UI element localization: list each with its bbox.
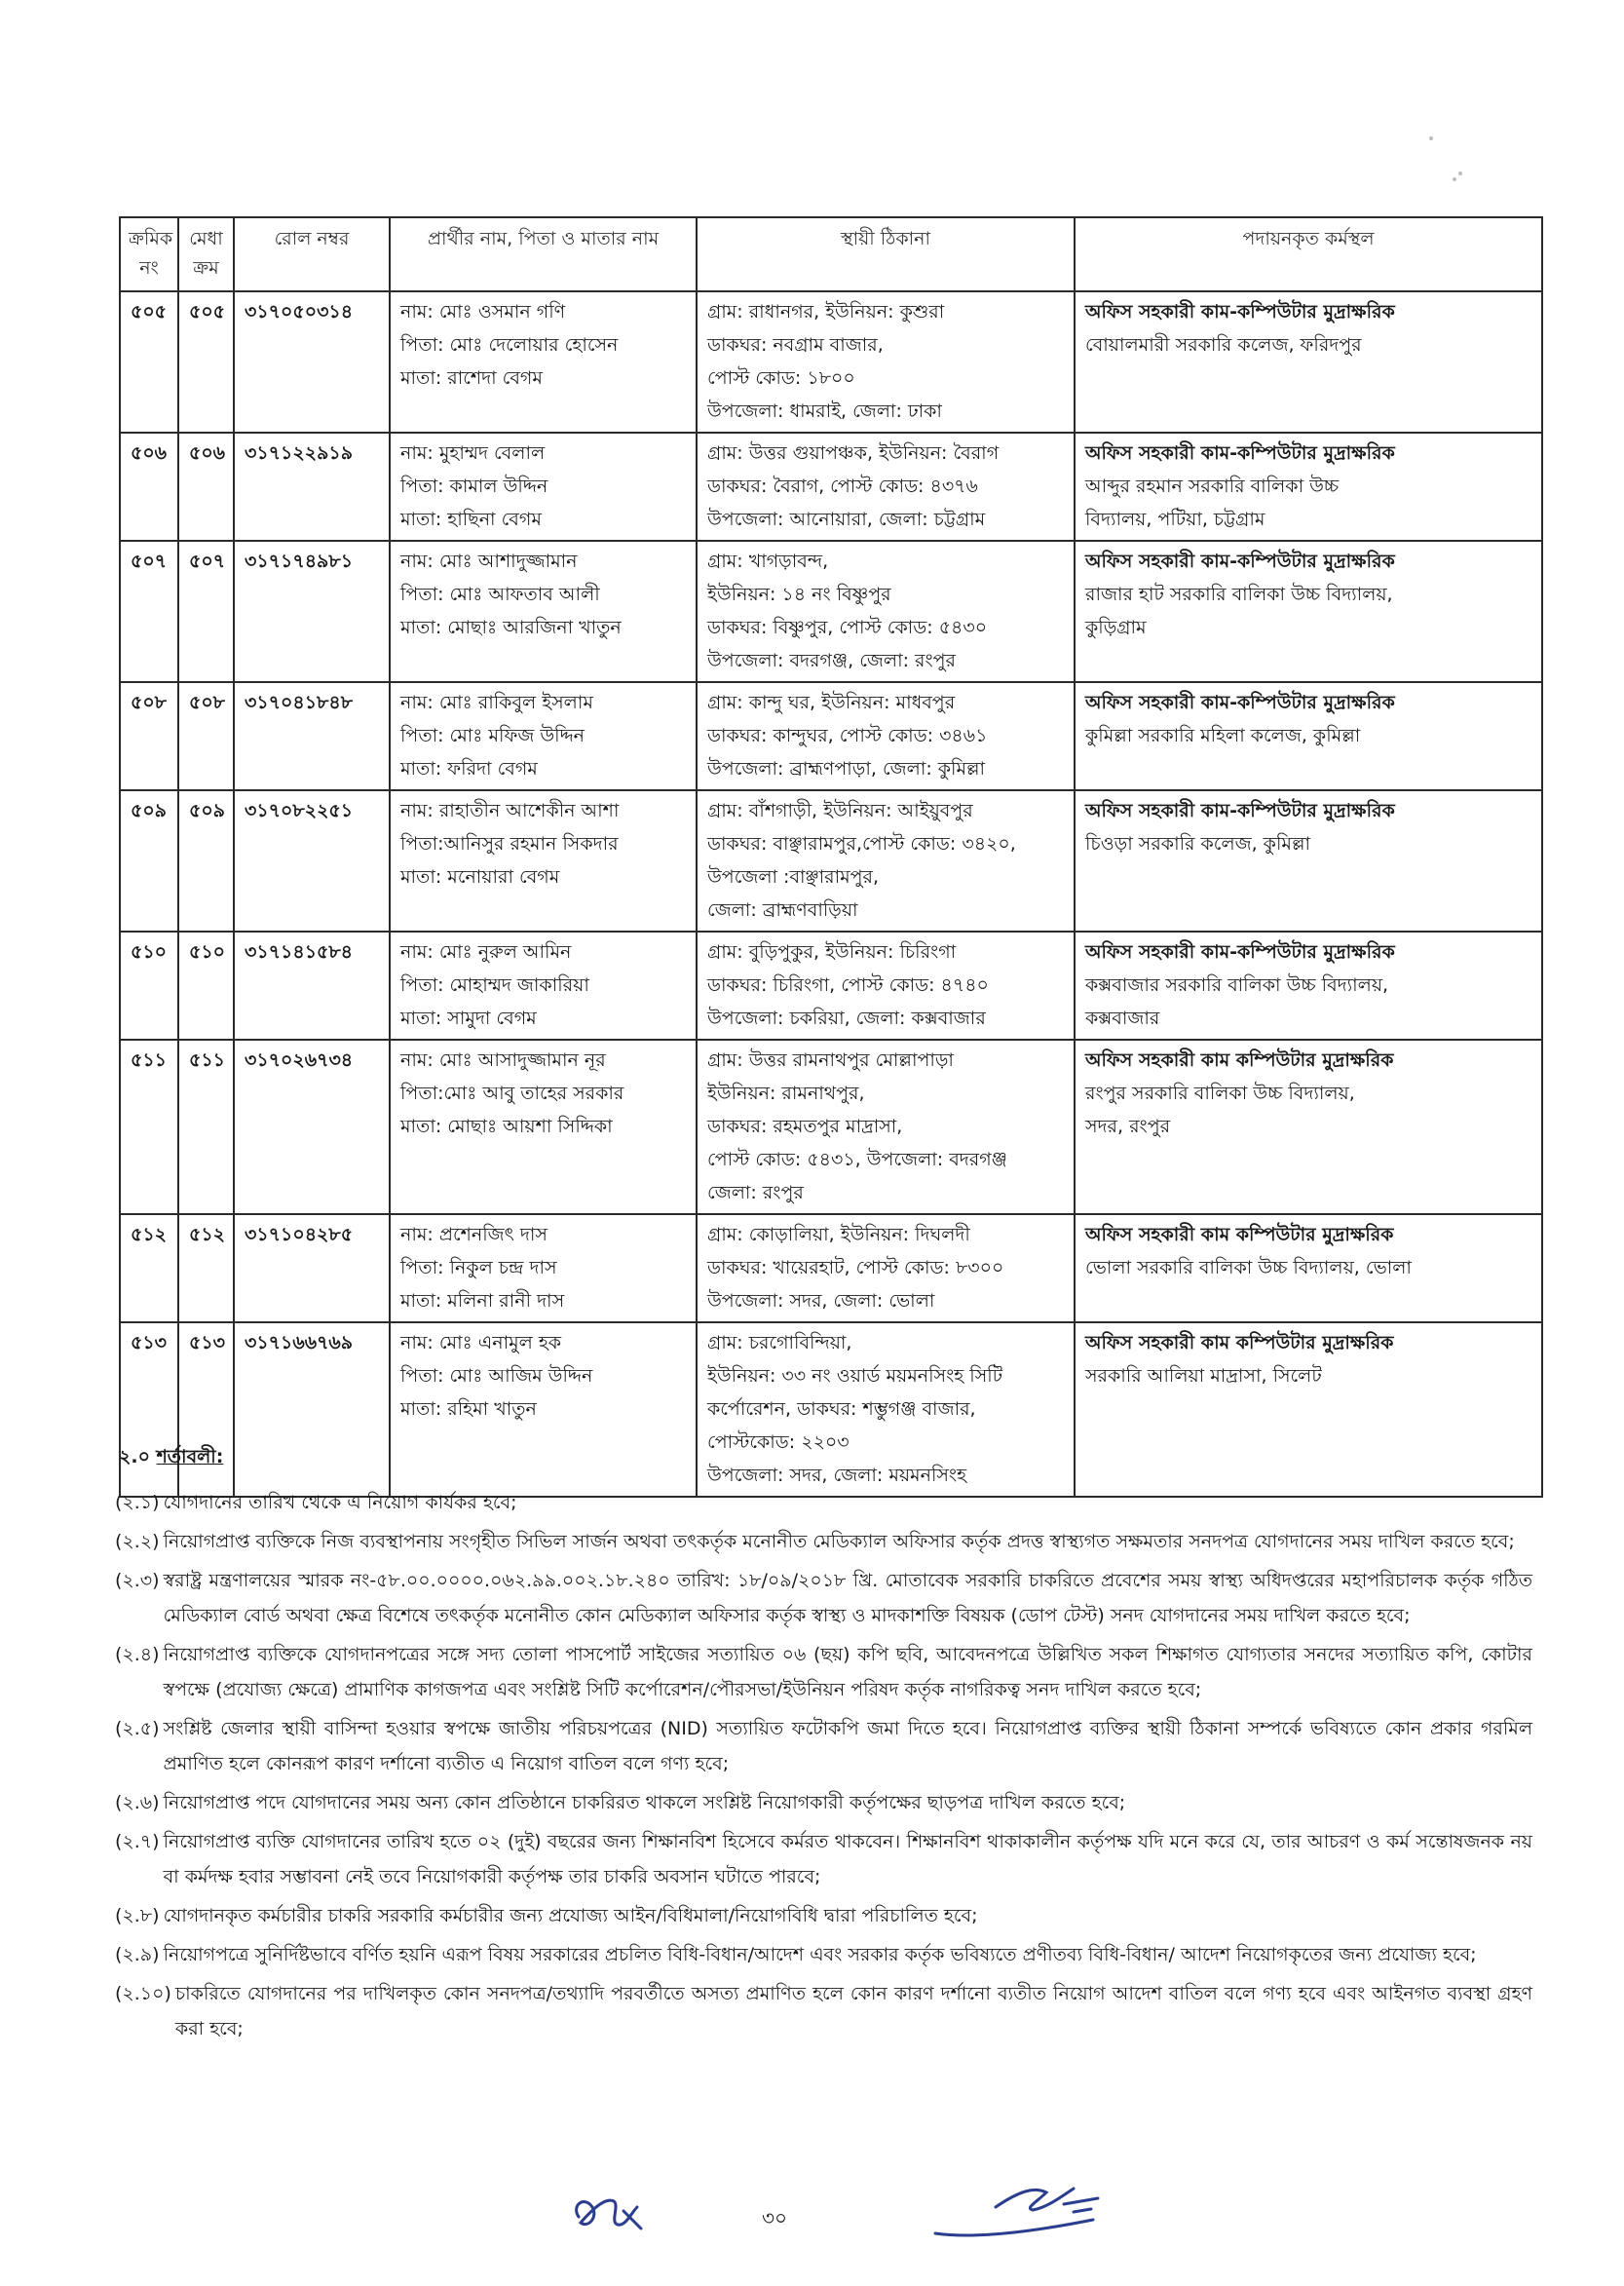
address-line: ডাকঘর: নবগ্রাম বাজার, [707,334,884,356]
roll-cell: ৩১৭১৬৬৭৬৯ [234,1322,390,1497]
table-row [120,433,1542,541]
header-roll: রোল নম্বর [234,217,390,291]
roll-cell: ৩১৭০৮২২৫১ [234,790,390,932]
candidate-line: মাতা: মলিনা রানী দাস [400,1290,565,1312]
roll-cell: ৩১৭১৪১৫৮৪ [234,932,390,1040]
term-number: (২.৪) [115,1644,160,1665]
post-place-line: ভোলা সরকারি বালিকা উচ্চ বিদ্যালয়, ভোলা [1085,1257,1412,1278]
posting-cell [1075,682,1542,790]
post-place-line: রংপুর সরকারি বালিকা উচ্চ বিদ্যালয়, [1085,1083,1355,1104]
term-number: (২.৯) [115,1944,160,1965]
candidate-line: নাম: মোঃ রাকিবুল ইসলাম [400,692,593,713]
term-item [115,1824,1532,1894]
post-place-line: কুড়িগ্রাম [1085,617,1147,638]
term-number: (২.৩) [115,1570,160,1591]
header-merit: মেধা ক্রম [178,217,234,291]
term-item [115,1937,1532,1972]
posting-cell [1075,790,1542,932]
term-text: নিয়োগপ্রাপ্ত পদে যোগদানের সময় অন্য কোন প্রতিষ্ঠানে চাকরিরত থাকলে সংশ্লিষ্ট নিয়োগকারী কর্তৃপক্ষের ছাড়পত্র দাখিল করতে হবে; [163,1792,1126,1813]
posting-cell [1075,932,1542,1040]
term-item [115,1898,1532,1933]
serial-cell: ৫০৫ [120,291,178,433]
merit-cell: ৫০৮ [178,682,234,790]
candidate-line: নাম: মুহাম্মদ বেলাল [400,442,546,464]
merit-cell: ৫১২ [178,1214,234,1322]
posting-cell [1075,541,1542,682]
header-posting: পদায়নকৃত কর্মস্থল [1075,217,1542,291]
terms-list [115,1485,1532,2046]
address-line: ডাকঘর: বিষ্ণুপুর, পোস্ট কোড: ৫৪৩০ [707,617,988,638]
serial-cell: ৫০৮ [120,682,178,790]
table-row [120,790,1542,932]
candidate-cell [390,541,697,682]
address-line: পোস্টকোড: ২২০৩ [707,1431,850,1453]
table-header-row [120,217,1542,291]
address-line: উপজেলা: আনোয়ারা, জেলা: চট্টগ্রাম [707,509,986,530]
candidate-line: মাতা: ফরিদা বেগম [400,758,538,780]
roll-cell: ৩১৭০৫০৩১৪ [234,291,390,433]
term-text: নিয়োগপত্রে সুনির্দিষ্টভাবে বর্ণিত হয়নি এরূপ বিষয় সরকারের প্রচলিত বিধি-বিধান/আদেশ এবং সরকার কর্তৃক ভবিষ্যতে প্রণীতব্য বিধি-বিধান/ আদেশ নিয়োগকৃতের জন্য প্রযোজ্য হবে; [163,1944,1477,1965]
candidate-line: পিতা: মোঃ আফতাব আলী [400,584,600,605]
candidate-line: পিতা: মোঃ মফিজ উদ্দিন [400,725,585,746]
candidate-line: মাতা: সামুদা বেগম [400,1008,537,1029]
post-title: অফিস সহকারী কাম-কম্পিউটার মুদ্রাক্ষরিক [1085,800,1395,821]
address-line: পোস্ট কোড: ১৮০০ [707,367,855,389]
candidate-line: নাম: মোঃ ওসমান গণি [400,301,566,323]
address-line: কর্পোরেশন, ডাকঘর: শম্ভুগঞ্জ বাজার, [707,1398,976,1420]
term-item [115,1976,1532,2046]
terms-section [115,1440,1532,2050]
post-title: অফিস সহকারী কাম-কম্পিউটার মুদ্রাক্ষরিক [1085,551,1395,572]
posting-cell [1075,1040,1542,1214]
merit-cell: ৫১৩ [178,1322,234,1497]
appointment-table [119,216,1543,1498]
candidate-line: মাতা: মনোয়ারা বেগম [400,866,560,888]
address-line: জেলা: ব্রাহ্মণবাড়িয়া [707,899,858,921]
merit-cell: ৫০৬ [178,433,234,541]
posting-cell [1075,1214,1542,1322]
term-item [115,1785,1532,1820]
address-line: গ্রাম: উত্তর রামনাথপুর মোল্লাপাড়া [707,1049,954,1071]
candidate-cell [390,1040,697,1214]
posting-cell [1075,291,1542,433]
term-number: (২.২) [115,1531,160,1552]
candidate-line: পিতা: মোঃ আজিম উদ্দিন [400,1365,593,1387]
table-body [120,291,1542,1497]
serial-cell: ৫০৬ [120,433,178,541]
candidate-cell [390,291,697,433]
roll-cell: ৩১৭০৪১৮৪৮ [234,682,390,790]
post-title: অফিস সহকারী কাম-কম্পিউটার মুদ্রাক্ষরিক [1085,301,1395,323]
roll-cell: ৩১৭১২২৯১৯ [234,433,390,541]
candidate-cell [390,932,697,1040]
table-row [120,932,1542,1040]
table-row [120,1214,1542,1322]
term-text: যোগদানকৃত কর্মচারীর চাকরি সরকারি কর্মচারীর জন্য প্রযোজ্য আইন/বিধিমালা/নিয়োগবিধি দ্বারা পরিচালিত হবে; [163,1905,978,1926]
merit-cell: ৫০৭ [178,541,234,682]
term-item [115,1485,1532,1520]
terms-heading-number: ২.০ [119,1446,150,1467]
serial-cell: ৫১৩ [120,1322,178,1497]
address-line: উপজেলা: সদর, জেলা: ভোলা [707,1290,935,1312]
term-item [115,1524,1532,1559]
term-text: চাকরিতে যোগদানের পর দাখিলকৃত কোন সনদপত্র/তথ্যাদি পরবর্তীতে অসত্য প্রমাণিত হলে কোন কারণ দর্শানো ব্যতীত নিয়োগ আদেশ বাতিল বলে গণ্য হবে এবং আইনগত ব্যবস্থা গ্রহণ করা হবে; [174,1983,1532,2039]
table-row [120,541,1542,682]
term-number: (২.১০) [115,1983,171,2004]
candidate-line: নাম: মোঃ নুরুল আমিন [400,941,572,963]
candidate-line: নাম: প্রশেনজিৎ দাস [400,1224,548,1245]
address-line: উপজেলা: চকরিয়া, জেলা: কক্সবাজার [707,1008,986,1029]
post-title: অফিস সহকারী কাম-কম্পিউটার মুদ্রাক্ষরিক [1085,941,1395,963]
address-cell [697,682,1075,790]
post-title: অফিস সহকারী কাম কম্পিউটার মুদ্রাক্ষরিক [1085,1049,1394,1071]
candidate-line: মাতা: রহিমা খাতুন [400,1398,537,1420]
post-place-line: চিওড়া সরকারি কলেজ, কুমিল্লা [1085,833,1310,855]
address-line: উপজেলা: বদরগঞ্জ, জেলা: রংপুর [707,650,957,671]
address-line: গ্রাম: চরগোবিন্দিয়া, [707,1332,852,1353]
address-line: ইউনিয়ন: ১৪ নং বিষ্ণুপুর [707,584,891,605]
serial-cell: ৫১১ [120,1040,178,1214]
candidate-line: নাম: রাহাতীন আশেকীন আশা [400,800,620,821]
address-line: উপজেলা: ব্রাহ্মণপাড়া, জেলা: কুমিল্লা [707,758,986,780]
address-line: ডাকঘর: কান্দুঘর, পোস্ট কোড: ৩৪৬১ [707,725,988,746]
scan-specks [1410,136,1468,195]
merit-cell: ৫০৫ [178,291,234,433]
address-cell [697,790,1075,932]
address-line: উপজেলা: ধামরাই, জেলা: ঢাকা [707,400,942,422]
post-place-line: কক্সবাজার [1085,1008,1160,1029]
address-cell [697,1214,1075,1322]
address-cell [697,291,1075,433]
header-serial: ক্রমিক নং [120,217,178,291]
address-line: পোস্ট কোড: ৫৪৩১, উপজেলা: বদরগঞ্জ [707,1149,1007,1170]
term-number: (২.৫) [115,1718,160,1739]
term-text: নিয়োগপ্রাপ্ত ব্যক্তিকে নিজ ব্যবস্থাপনায় সংগৃহীত সিভিল সার্জন অথবা তৎকর্তৃক মনোনীত মেডিক্যাল অফিসার কর্তৃক প্রদত্ত স্বাস্থ্যগত সক্ষমতার সনদপত্র যোগদানের সময় দাখিল করতে হবে; [163,1531,1515,1552]
term-text: সংশ্লিষ্ট জেলার স্থায়ী বাসিন্দা হওয়ার স্বপক্ষে জাতীয় পরিচয়পত্রের (NID) সত্যায়িত ফটোকপি জমা দিতে হবে। নিয়োগপ্রাপ্ত ব্যক্তির স্থায়ী ঠিকানা সম্পর্কে ভবিষ্যতে কোন প্রকার গরমিল প্রমাণিত হলে কোনরূপ কারণ দর্শানো ব্যতীত এ নিয়োগ বাতিল বলে গণ্য হবে; [163,1718,1532,1774]
serial-cell: ৫০৯ [120,790,178,932]
address-cell [697,541,1075,682]
post-place-line: সরকারি আলিয়া মাদ্রাসা, সিলেট [1085,1365,1322,1387]
merit-cell: ৫১০ [178,932,234,1040]
table-row [120,291,1542,433]
merit-cell: ৫০৯ [178,790,234,932]
address-line: গ্রাম: উত্তর গুয়াপঞ্চক, ইউনিয়ন: বৈরাগ [707,442,1000,464]
post-place-line: সদর, রংপুর [1085,1116,1171,1137]
post-place-line: বোয়ালমারী সরকারি কলেজ, ফরিদপুর [1085,334,1362,356]
address-line: গ্রাম: কান্দু ঘর, ইউনিয়ন: মাধবপুর [707,692,956,713]
terms-heading [119,1440,1532,1473]
candidate-line: মাতা: মোছাঃ আরজিনা খাতুন [400,617,622,638]
official-signature-icon [927,2153,1122,2251]
candidate-line: মাতা: মোছাঃ আয়শা সিদ্দিকা [400,1116,613,1137]
post-place-line: রাজার হাট সরকারি বালিকা উচ্চ বিদ্যালয়, [1085,584,1393,605]
address-line: গ্রাম: খাগড়াবন্দ, [707,551,829,572]
term-number: (২.৬) [115,1792,160,1813]
post-title: অফিস সহকারী কাম-কম্পিউটার মুদ্রাক্ষরিক [1085,692,1395,713]
candidate-line: পিতা: মোহাম্মদ জাকারিয়া [400,974,589,996]
post-title: অফিস সহকারী কাম কম্পিউটার মুদ্রাক্ষরিক [1085,1224,1394,1245]
address-cell [697,1040,1075,1214]
term-number: (২.১) [115,1492,160,1513]
candidate-line: মাতা: রাশেদা বেগম [400,367,543,389]
term-number: (২.৭) [115,1831,160,1852]
candidate-cell [390,790,697,932]
candidate-line: নাম: মোঃ আসাদুজ্জামান নূর [400,1049,606,1071]
address-cell [697,932,1075,1040]
page-number: ৩০ [762,2206,788,2229]
candidate-line: পিতা: মোঃ দেলোয়ার হোসেন [400,334,619,356]
address-line: ডাকঘর: খায়েরহাট, পোস্ট কোড: ৮৩০০ [707,1257,1004,1278]
address-line: গ্রাম: বাঁশগাড়ী, ইউনিয়ন: আইয়ুবপুর [707,800,973,821]
address-line: গ্রাম: বুড়িপুকুর, ইউনিয়ন: চিরিংগা [707,941,957,963]
roll-cell: ৩১৭১৭৪৯৮১ [234,541,390,682]
term-item [115,1637,1532,1707]
initial-signature-icon [567,2178,655,2246]
term-number: (২.৮) [115,1905,160,1926]
post-place-line: কুমিল্লা সরকারি মহিলা কলেজ, কুমিল্লা [1085,725,1361,746]
address-line: উপজেলা :বাঞ্ছারামপুর, [707,866,880,888]
address-line: ডাকঘর: বাঞ্ছারামপুর,পোস্ট কোড: ৩৪২০, [707,833,1016,855]
address-cell [697,433,1075,541]
post-title: অফিস সহকারী কাম কম্পিউটার মুদ্রাক্ষরিক [1085,1332,1394,1353]
table-row [120,1040,1542,1214]
term-text: নিয়োগপ্রাপ্ত ব্যক্তিকে যোগদানপত্রের সঙ্গে সদ্য তোলা পাসপোর্ট সাইজের সত্যায়িত ০৬ (ছয়) কপি ছবি, আবেদনপত্রে উল্লিখিত সকল শিক্ষাগত যোগ্যতার সনদের সত্যায়িত কপি, কোটার স্বপক্ষে (প্রযোজ্য ক্ষেত্রে) প্রামাণিক কাগজপত্র এবং সংশ্লিষ্ট সিটি কর্পোরেশন/পৌরসভা/ইউনিয়ন পরিষদ কর্তৃক নাগরিকত্ব সনদ দাখিল করতে হবে; [163,1644,1532,1700]
term-text: যোগদানের তারিখ থেকে এ নিয়োগ কার্যকর হবে; [163,1492,517,1513]
term-text: নিয়োগপ্রাপ্ত ব্যক্তি যোগদানের তারিখ হতে ০২ (দুই) বছরের জন্য শিক্ষানবিশ হিসেবে কর্মরত থাকবেন। শিক্ষানবিশ থাকাকালীন কর্তৃপক্ষ যদি মনে করে যে, তার আচরণ ও কর্ম সন্তোষজনক নয় বা কর্মদক্ষ হবার সম্ভাবনা নেই তবে নিয়োগকারী কর্তৃপক্ষ তার চাকরি অবসান ঘটাতে পারবে; [163,1831,1532,1887]
candidate-cell [390,682,697,790]
post-place-line: বিদ্যালয়, পটিয়া, চট্টগ্রাম [1085,509,1265,530]
term-text: স্বরাষ্ট্র মন্ত্রণালয়ের স্মারক নং-৫৮.০০.০০০০.০৬২.৯৯.০০২.১৮.২৪০ তারিখ: ১৮/০৯/২০১৮ খ্রি. মোতাবেক সরকারি চাকরিতে প্রবেশের সময় স্বাস্থ্য অধিদপ্তরের মহাপরিচালক কর্তৃক গঠিত মেডিক্যাল বোর্ড অথবা ক্ষেত্র বিশেষে তৎকর্তৃক মনোনীত কোন মেডিক্যাল অফিসার কর্তৃক স্বাস্থ্য ও মাদকাশক্তি বিষয়ক (ডোপ টেস্ট) সনদ যোগদানের সময় দাখিল করতে হবে; [163,1570,1532,1626]
table-row [120,682,1542,790]
post-place-line: আব্দুর রহমান সরকারি বালিকা উচ্চ [1085,476,1340,497]
address-line: উপজেলা: সদর, জেলা: ময়মনসিংহ [707,1465,967,1486]
serial-cell: ৫১২ [120,1214,178,1322]
address-line: ইউনিয়ন: ৩৩ নং ওয়ার্ড ময়মনসিংহ সিটি [707,1365,1003,1387]
candidate-line: পিতা:মোঃ আবু তাহের সরকার [400,1083,624,1104]
address-line: জেলা: রংপুর [707,1182,804,1203]
candidate-line: পিতা: কামাল উদ্দিন [400,476,548,497]
roll-cell: ৩১৭০২৬৭৩৪ [234,1040,390,1214]
serial-cell: ৫০৭ [120,541,178,682]
posting-cell [1075,433,1542,541]
candidate-cell [390,433,697,541]
terms-heading-text: শর্তাবলী: [156,1446,224,1467]
address-line: ডাকঘর: চিরিংগা, পোস্ট কোড: ৪৭৪০ [707,974,989,996]
post-place-line: কক্সবাজার সরকারি বালিকা উচ্চ বিদ্যালয়, [1085,974,1389,996]
address-line: ডাকঘর: রহমতপুর মাদ্রাসা, [707,1116,903,1137]
header-address: স্থায়ী ঠিকানা [697,217,1075,291]
candidate-cell [390,1214,697,1322]
roll-cell: ৩১৭১০৪২৮৫ [234,1214,390,1322]
candidate-line: পিতা:আনিসুর রহমান সিকদার [400,833,619,855]
term-item [115,1711,1532,1781]
candidate-line: মাতা: হাছিনা বেগম [400,509,542,530]
candidate-line: পিতা: নিকুল চন্দ্র দাস [400,1257,557,1278]
serial-cell: ৫১০ [120,932,178,1040]
term-item [115,1563,1532,1633]
header-name: প্রার্থীর নাম, পিতা ও মাতার নাম [390,217,697,291]
address-line: গ্রাম: কোড়ালিয়া, ইউনিয়ন: দিঘলদী [707,1224,970,1245]
post-title: অফিস সহকারী কাম-কম্পিউটার মুদ্রাক্ষরিক [1085,442,1395,464]
address-line: ইউনিয়ন: রামনাথপুর, [707,1083,865,1104]
address-line: ডাকঘর: বৈরাগ, পোস্ট কোড: ৪৩৭৬ [707,476,978,497]
candidate-line: নাম: মোঃ এনামুল হক [400,1332,562,1353]
merit-cell: ৫১১ [178,1040,234,1214]
address-line: গ্রাম: রাধানগর, ইউনিয়ন: কুশুরা [707,301,945,323]
candidate-line: নাম: মোঃ আশাদুজ্জামান [400,551,578,572]
